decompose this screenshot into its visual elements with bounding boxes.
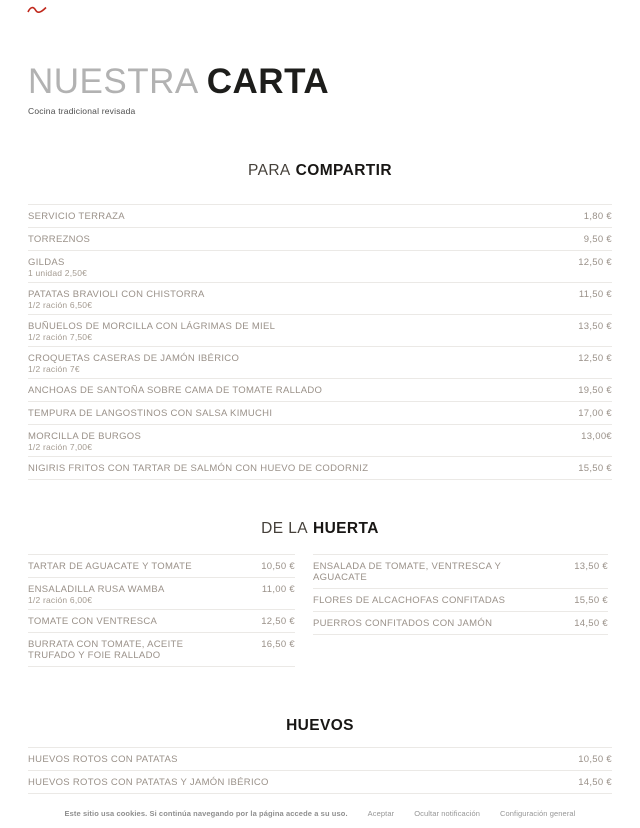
item-name: MORCILLA DE BURGOS	[28, 431, 142, 443]
menu-item-row	[28, 314, 612, 346]
item-name: TEMPURA DE LANGOSTINOS CON SALSA KIMUCHI	[28, 408, 273, 420]
item-text	[28, 777, 269, 788]
item-name: TORREZNOS	[28, 234, 91, 246]
item-text	[28, 561, 192, 572]
item-note: 1/2 ración 6,00€	[28, 595, 93, 606]
section-title-bold: HUEVOS	[286, 717, 354, 735]
section-title-light: DE LA	[261, 520, 308, 538]
item-text	[313, 595, 505, 606]
item-name: ANCHOAS DE SANTOÑA SOBRE CAMA DE TOMATE RALLADO	[28, 385, 323, 397]
menu-item-row	[28, 378, 612, 401]
item-note: 1/2 ración 7,00€	[28, 442, 93, 453]
item-note: 1/2 ración 6,50€	[28, 300, 93, 311]
item-price: 1,80 €	[583, 211, 612, 223]
item-price: 12,50 €	[261, 616, 295, 628]
item-name: TOMATE CON VENTRESCA	[28, 616, 158, 628]
page-title	[28, 62, 612, 102]
item-name: FLORES DE ALCACHOFAS CONFITADAS	[313, 595, 506, 607]
menu-item-row	[28, 401, 612, 424]
menu-item-row	[28, 346, 612, 378]
menu-item-row	[313, 588, 608, 611]
item-name: PATATAS BRAVIOLI CON CHISTORRA	[28, 289, 205, 301]
item-price: 14,50 €	[578, 777, 612, 789]
item-text	[28, 385, 322, 396]
item-text	[28, 234, 90, 245]
menu-item-row	[313, 554, 608, 588]
menu-list	[28, 204, 612, 480]
item-name: SERVICIO TERRAZA	[28, 211, 125, 223]
menu-item-row	[313, 611, 608, 634]
section-title	[28, 520, 612, 538]
item-text	[28, 353, 239, 374]
menu-item-row	[28, 632, 295, 666]
item-name: BURRATA CON TOMATE, ACEITE TRUFADO Y FOIE RALLADO	[28, 639, 184, 662]
item-price: 12,50 €	[578, 353, 612, 365]
item-price: 17,00 €	[578, 408, 612, 420]
item-price: 11,50 €	[578, 289, 612, 301]
item-text	[28, 584, 165, 605]
item-note: 1/2 ración 7,50€	[28, 332, 93, 343]
item-note: 1/2 ración 7€	[28, 364, 80, 375]
menu-item-row	[28, 227, 612, 250]
item-price: 15,50 €	[578, 463, 612, 475]
item-text	[28, 616, 157, 627]
menu-section	[28, 520, 612, 667]
item-name: TARTAR DE AGUACATE Y TOMATE	[28, 561, 192, 573]
cookie-bar	[0, 809, 640, 819]
item-price: 12,50 €	[578, 257, 612, 269]
item-name: NIGIRIS FRITOS CON TARTAR DE SALMÓN CON HUEVO DE CODORNIZ	[28, 463, 369, 475]
item-text	[313, 618, 492, 629]
menu-item-row	[28, 282, 612, 314]
section-title	[28, 162, 612, 180]
red-logo-mark	[27, 5, 47, 14]
menu-item-row	[28, 577, 295, 609]
menu-sections	[28, 162, 612, 794]
menu-item-row	[28, 609, 295, 632]
item-price: 15,50 €	[574, 595, 608, 607]
item-text	[28, 408, 272, 419]
item-price: 11,00 €	[261, 584, 295, 596]
menu-list	[313, 554, 608, 635]
menu-item-row	[28, 554, 295, 577]
page-subtitle: Cocina tradicional revisada	[28, 106, 136, 117]
cookie-links	[368, 809, 576, 819]
page-title-light: NUESTRA	[28, 62, 199, 101]
item-name: HUEVOS ROTOS CON PATATAS Y JAMÓN IBÉRICO	[28, 777, 269, 789]
item-price: 10,50 €	[578, 754, 612, 766]
cookie-message: Este sitio usa cookies. Si continúa navegando por la página accede a su uso.	[64, 809, 348, 818]
section-title-light: PARA	[248, 162, 291, 180]
menu-section	[28, 162, 612, 480]
menu-item-row	[28, 770, 612, 793]
item-price: 16,50 €	[261, 639, 295, 651]
menu-section	[28, 717, 612, 794]
item-text	[28, 754, 178, 765]
item-text	[28, 431, 141, 452]
item-price: 14,50 €	[574, 618, 608, 630]
item-name: ENSALADA DE TOMATE, VENTRESCA Y AGUACATE	[313, 561, 501, 584]
menu-list	[28, 554, 295, 667]
menu-item-row	[28, 204, 612, 227]
section-title-bold: COMPARTIR	[295, 162, 392, 180]
item-text	[28, 463, 368, 474]
item-price: 10,50 €	[261, 561, 295, 573]
item-name: BUÑUELOS DE MORCILLA CON LÁGRIMAS DE MIEL	[28, 321, 276, 333]
item-name: PUERROS CONFITADOS CON JAMÓN	[313, 618, 493, 630]
item-price: 13,50 €	[574, 561, 608, 573]
page-title-bold: CARTA	[206, 62, 330, 101]
item-text	[28, 211, 125, 222]
menu-item-row	[28, 424, 612, 456]
item-text	[28, 639, 233, 661]
two-column-lists	[28, 554, 612, 667]
menu-item-row	[28, 747, 612, 770]
item-price: 19,50 €	[578, 385, 612, 397]
section-title-bold: HUERTA	[312, 520, 379, 538]
item-name: GILDAS	[28, 257, 65, 269]
item-text	[28, 289, 205, 310]
menu-item-row	[28, 250, 612, 282]
item-text	[313, 561, 518, 583]
item-price: 9,50 €	[583, 234, 612, 246]
cookie-hide-notification-link[interactable]: Ocultar notificación	[414, 809, 480, 818]
item-name: CROQUETAS CASERAS DE JAMÓN IBÉRICO	[28, 353, 240, 365]
cookie-accept-link[interactable]: Aceptar	[367, 809, 395, 818]
item-text	[28, 257, 87, 278]
item-name: HUEVOS ROTOS CON PATATAS	[28, 754, 178, 766]
page-header	[28, 62, 612, 116]
item-price: 13,00€	[581, 431, 612, 443]
item-name: ENSALADILLA RUSA WAMBA	[28, 584, 165, 596]
menu-item-row	[28, 456, 612, 479]
item-text	[28, 321, 275, 342]
section-title	[28, 717, 612, 735]
cookie-settings-link[interactable]: Configuración general	[499, 809, 576, 818]
item-note: 1 unidad 2,50€	[28, 268, 88, 279]
menu-list	[28, 747, 612, 794]
item-price: 13,50 €	[578, 321, 612, 333]
